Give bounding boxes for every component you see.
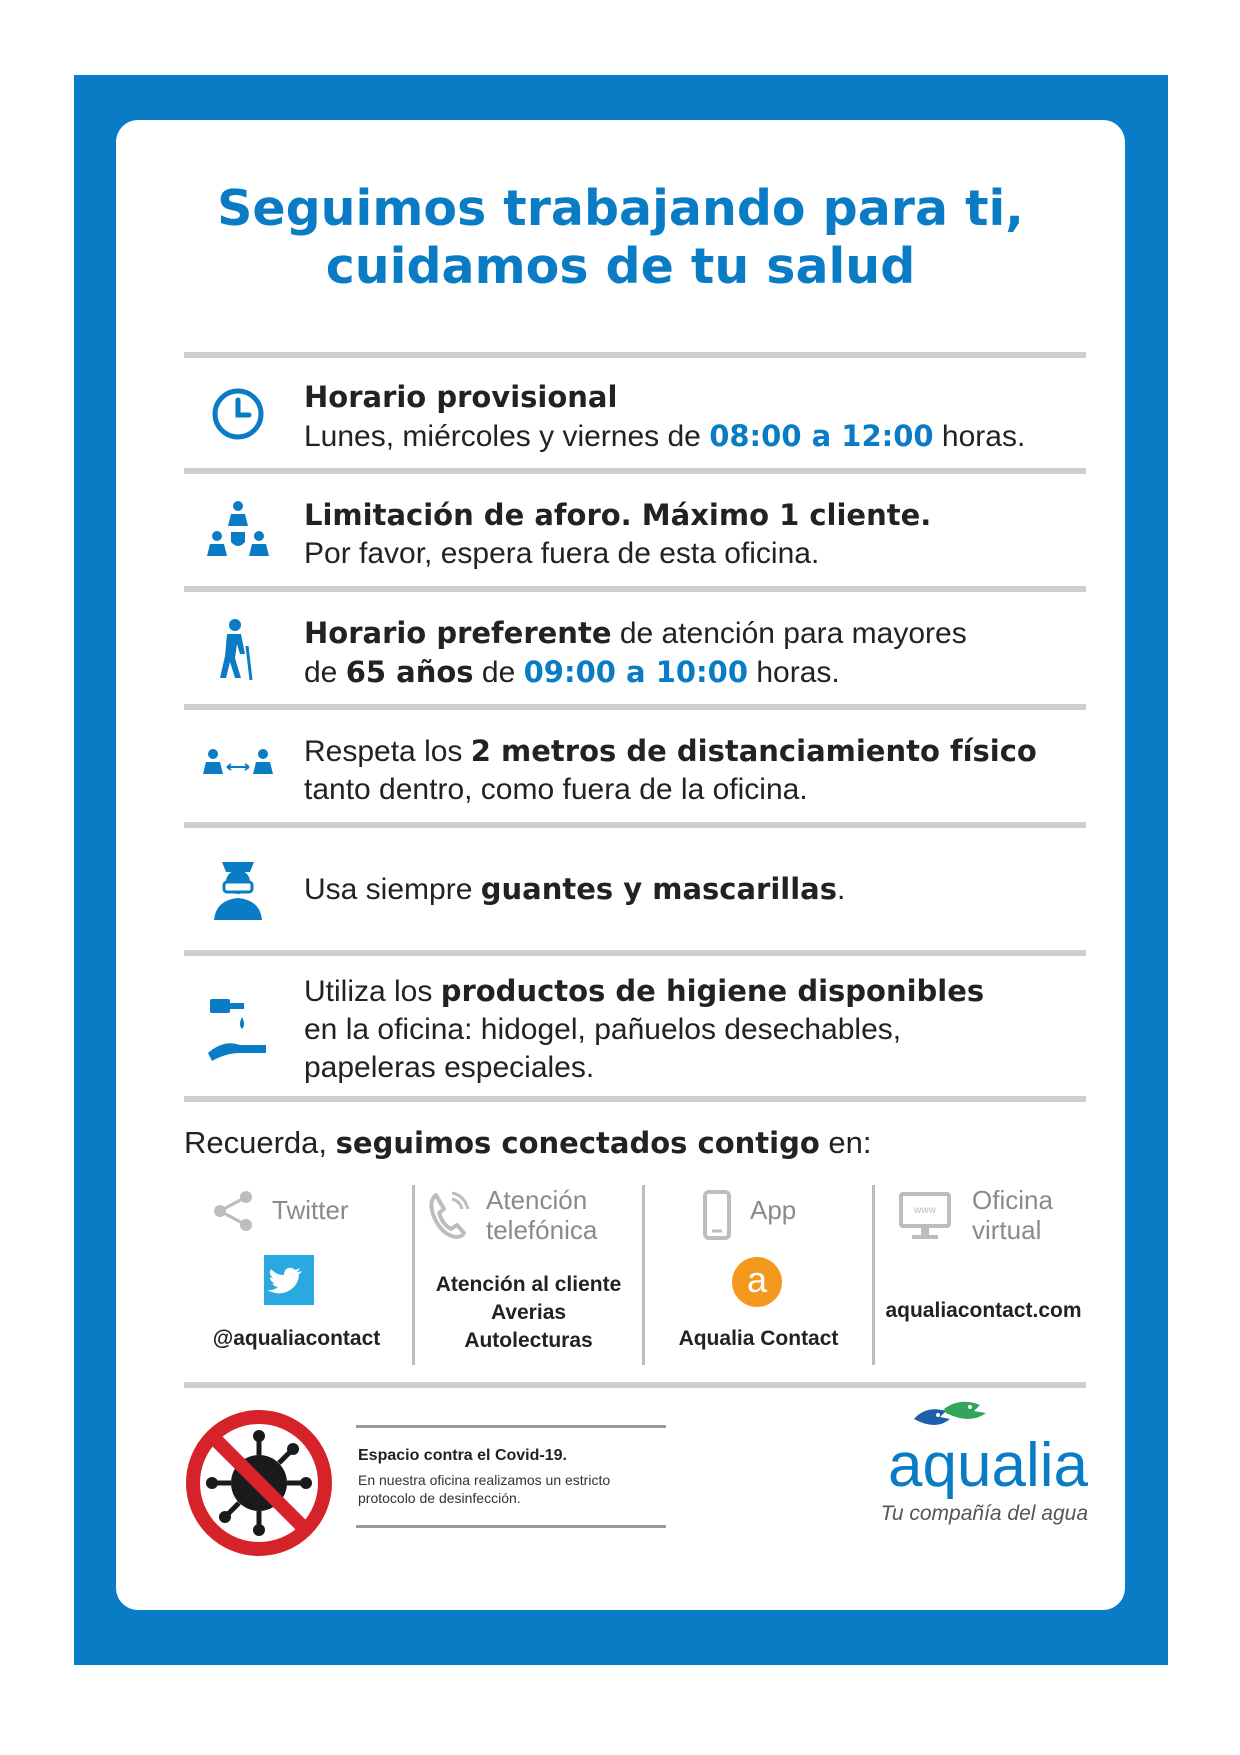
twitter-handle[interactable]: @aqualiacontact [212,1327,381,1350]
hygiene-text-2: en la oficina: hidogel, pañuelos desechables, [304,1013,902,1046]
info-row-capacity [184,476,1086,586]
app-logo-icon[interactable]: a [732,1257,782,1307]
channel-web [876,1185,1091,1370]
elderly-hours: 09:00 a 10:00 [523,655,749,689]
hygiene-text: Utiliza los [304,975,441,1008]
elderly-text-end: horas. [748,656,840,689]
distance-text: Respeta los [304,735,471,768]
divider [184,352,1086,358]
share-icon [212,1189,256,1233]
hygiene-text-3: papeleras especiales. [304,1051,595,1084]
poster-card [116,120,1125,1610]
phone-icon [428,1191,470,1239]
monitor-screen-text: www [914,1205,936,1216]
clock-icon [202,382,274,446]
hand-sanitizer-icon [202,988,274,1068]
covid-title: Espacio contra el Covid-19. [358,1447,567,1464]
distance-icon [202,737,274,797]
capacity-text: Por favor, espera fuera de esta oficina. [304,537,820,570]
divider [184,704,1086,710]
covid-line-bottom [356,1525,666,1528]
brand-tagline: Tu compañía del agua [880,1502,1088,1525]
divider [184,468,1086,474]
mask-text-end: . [837,873,846,906]
schedule-text: Lunes, miércoles y viernes de [304,420,710,453]
twitter-icon[interactable] [264,1255,314,1305]
divider [184,822,1086,828]
channel-separator [412,1185,415,1365]
hygiene-title: productos de higiene disponibles [440,974,985,1008]
phone-sub-2: Averias [490,1301,567,1324]
mask-text: Usa siempre [304,873,481,906]
info-row-distance [184,712,1086,822]
app-name[interactable]: Aqualia Contact [678,1327,839,1350]
schedule-text-end: horas. [933,420,1026,453]
divider [184,1382,1086,1388]
capacity-title: Limitación de aforo. Máximo 1 cliente. [304,498,932,532]
contact-heading-bold: seguimos conectados contigo [335,1126,820,1160]
distance-text-2: tanto dentro, como fuera de la oficina. [304,773,808,806]
title-line-1: Seguimos trabajando para ti, [217,180,1024,237]
elderly-text-3: de [473,656,524,689]
phone-label-2: telefónica [486,1215,598,1245]
phone-sub-1: Atención al cliente [435,1273,622,1296]
divider [184,1096,1086,1102]
channel-app [646,1185,871,1370]
schedule-title: Horario provisional [304,380,618,414]
covid-line-top [356,1425,666,1428]
contact-heading-a: Recuerda, [184,1125,336,1160]
channel-twitter [184,1185,409,1370]
web-label-1: Oficina [972,1185,1053,1215]
twitter-label: Twitter [272,1195,349,1225]
people-capacity-icon [202,496,274,566]
poster-frame [74,75,1168,1665]
covid-body: En nuestra oficina realizamos un estricto protocolo de desinfección. [358,1472,611,1506]
phone-label-1: Atención [486,1185,588,1215]
phone-sub-3: Autolecturas [464,1329,593,1352]
info-row-hygiene [184,958,1086,1096]
title-line-2: cuidamos de tu salud [325,238,916,295]
monitor-icon [898,1191,952,1241]
schedule-hours: 08:00 a 12:00 [709,419,934,453]
elderly-age: 65 años [345,655,474,689]
contact-heading [184,1125,871,1161]
info-row-schedule [184,360,1086,468]
contact-heading-b: en: [819,1125,872,1160]
info-row-mask [184,830,1086,950]
divider [184,950,1086,956]
channel-separator [642,1185,645,1365]
brand-name: aqualia [888,1431,1088,1500]
poster-title [116,180,1125,296]
distance-title: 2 metros de distanciamiento físico [470,734,1037,768]
app-label: App [750,1195,797,1225]
mask-title: guantes y mascarillas [480,872,837,906]
web-label-2: virtual [972,1215,1042,1245]
mask-person-icon [202,855,274,925]
info-row-elderly [184,594,1086,704]
divider [184,586,1086,592]
elderly-text-2: de [304,656,346,689]
elderly-text: de atención para mayores [611,617,967,650]
no-virus-icon [184,1408,334,1558]
web-url[interactable]: aqualiacontact.com [885,1299,1082,1322]
channel-separator [872,1185,875,1365]
elderly-title: Horario preferente [304,616,612,650]
channel-phone [416,1185,641,1370]
elderly-person-icon [202,614,274,684]
aqualia-logo [828,1395,1088,1525]
smartphone-icon [702,1189,732,1241]
